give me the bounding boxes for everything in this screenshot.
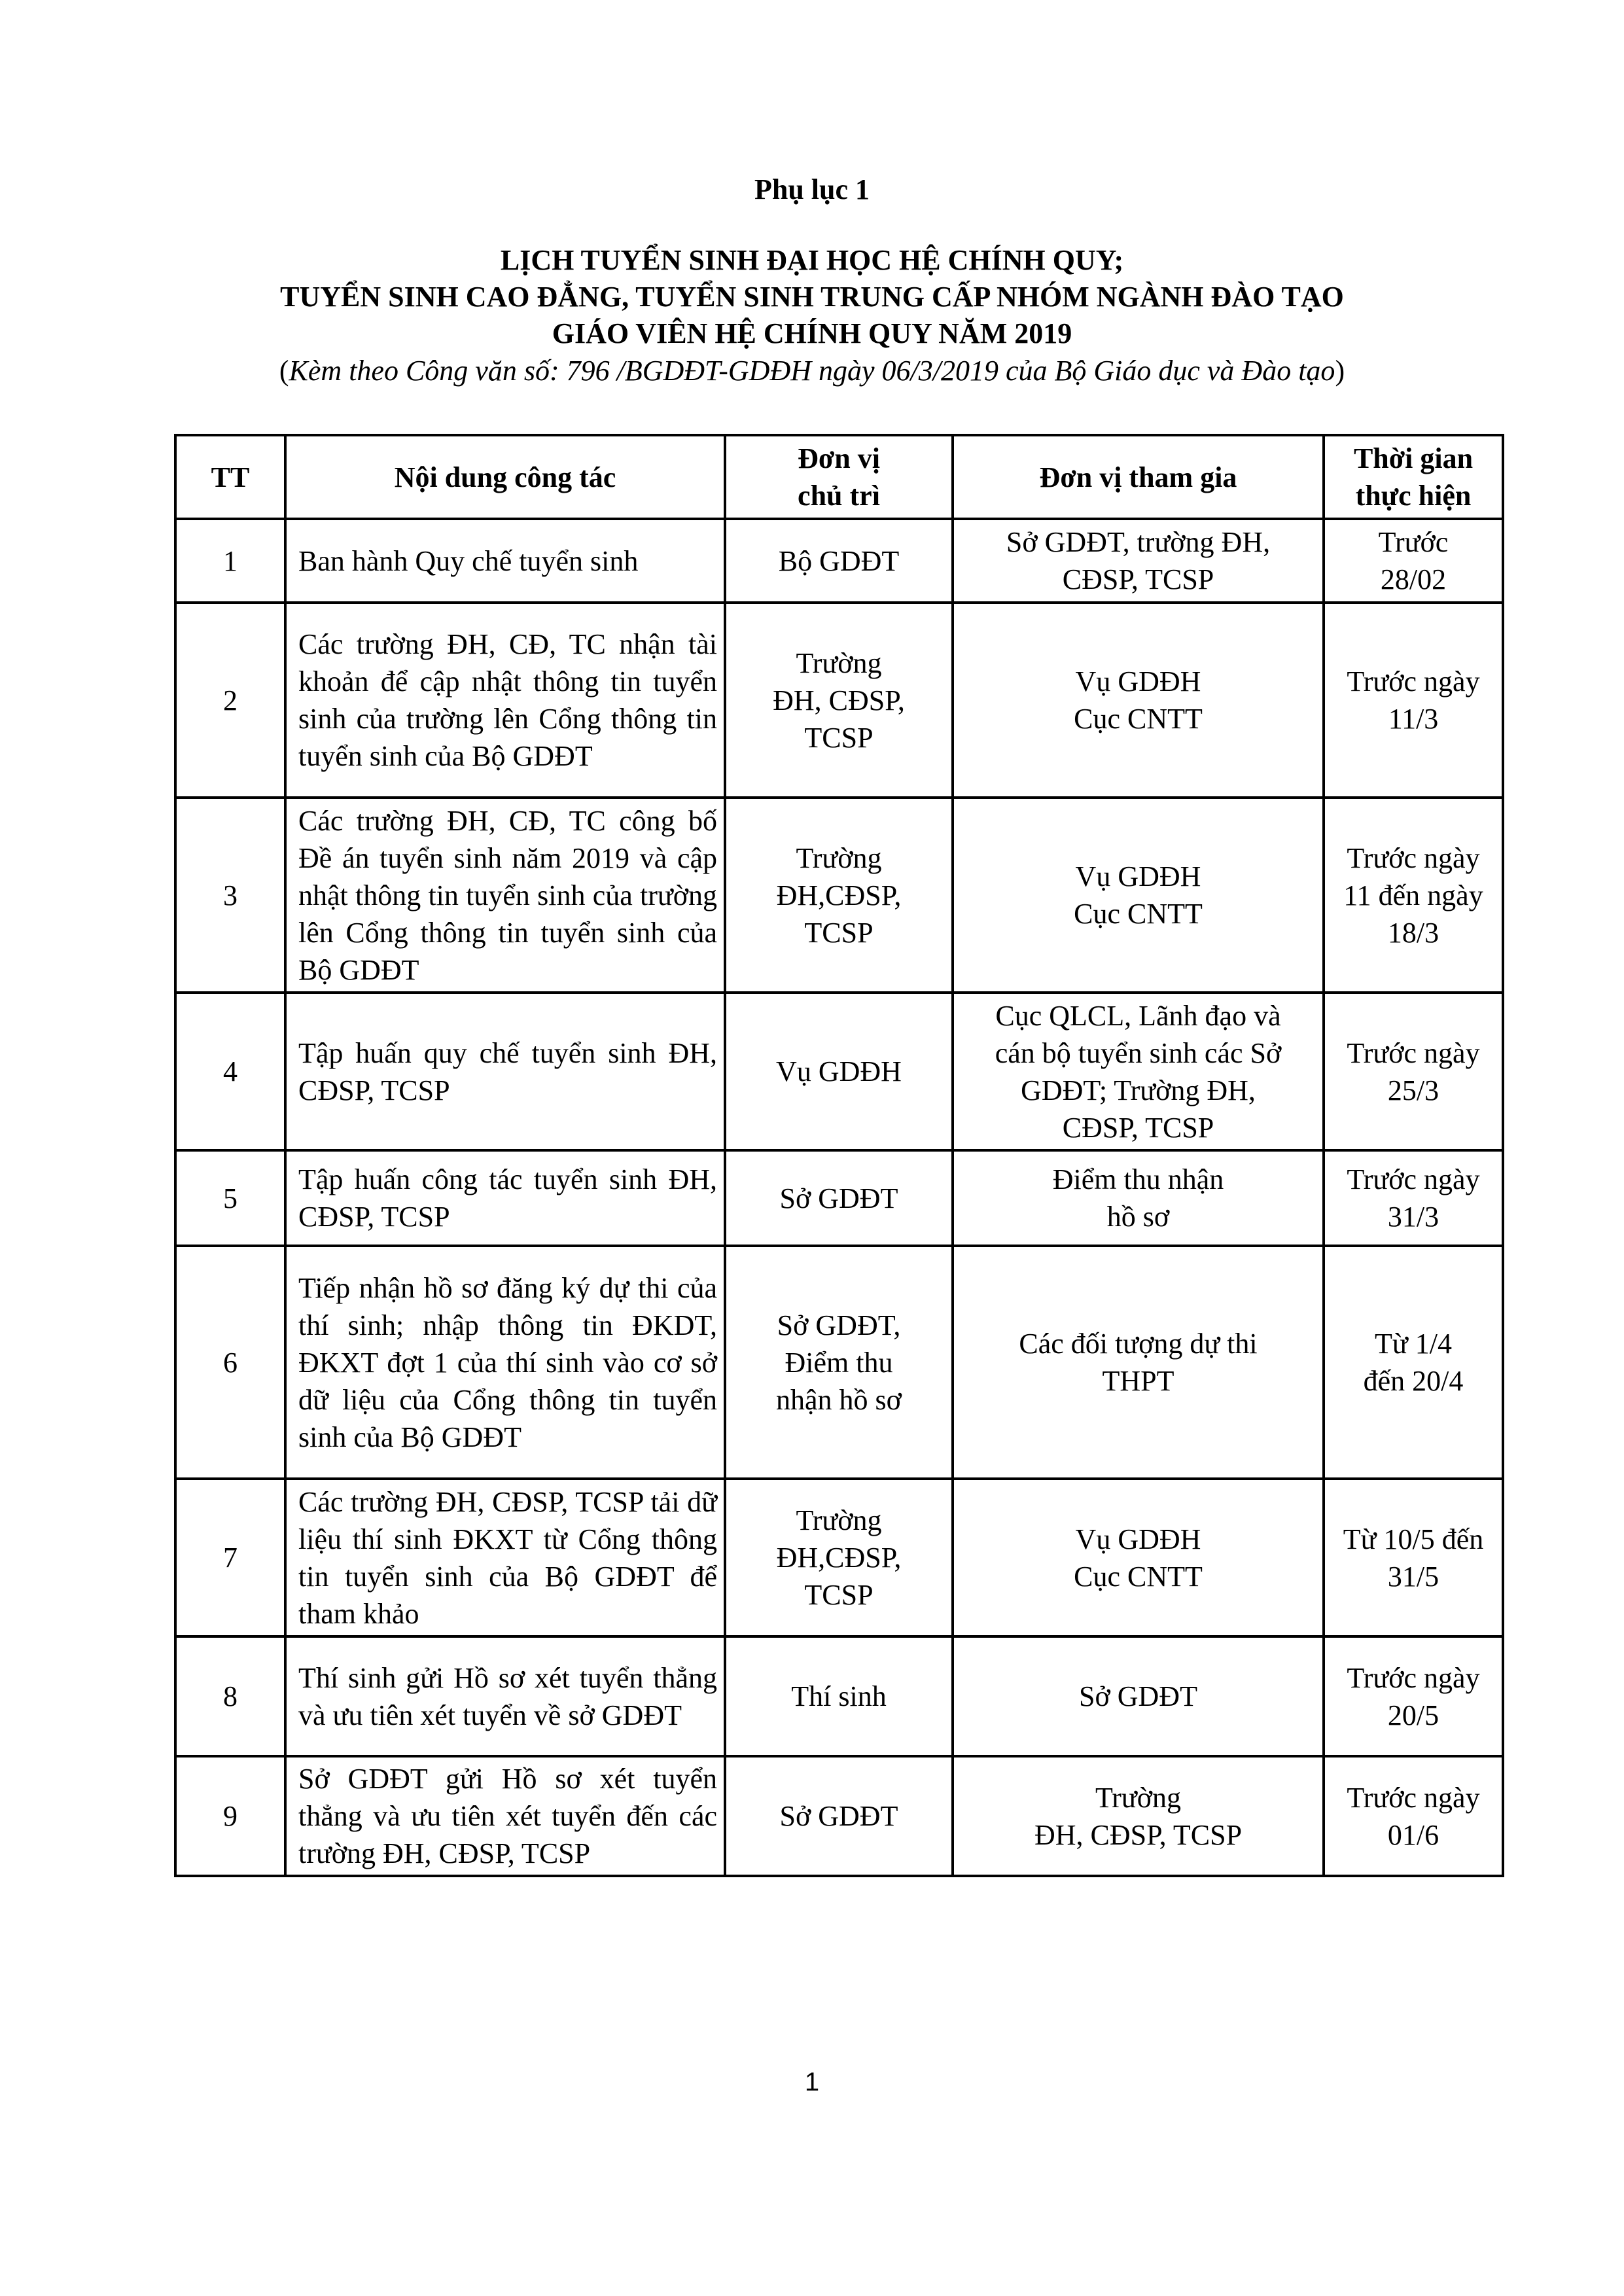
cell-host-line: ĐH, CĐSP, <box>773 684 905 716</box>
cell-participants <box>953 1636 1324 1756</box>
cell-content: Tập huấn công tác tuyển sinh ĐH, CĐSP, TCSP <box>285 1150 725 1246</box>
table-row <box>175 1246 1503 1479</box>
header-time <box>1324 435 1503 519</box>
appendix-title: Phụ lục 1 <box>754 173 870 205</box>
cell-time <box>1324 1636 1503 1756</box>
cell-content: Các trường ĐH, CĐ, TC công bố Đề án tuyển sinh năm 2019 và cập nhật thông tin tuyển sinh của trường lên Cổng thông tin tuyển sinh của Bộ GDĐT <box>285 798 725 993</box>
cell-host-line: ĐH,CĐSP, <box>776 879 902 911</box>
cell-time-line: Từ 10/5 đến <box>1343 1523 1484 1555</box>
cell-time <box>1324 519 1503 603</box>
header-time-line: thực hiện <box>1355 480 1472 512</box>
title-line-3: GIÁO VIÊN HỆ CHÍNH QUY NĂM 2019 <box>552 317 1072 349</box>
cell-participants-line: GDĐT; Trường ĐH, <box>1021 1074 1256 1106</box>
cell-time-line: Trước ngày <box>1347 841 1480 874</box>
cell-time-line: 25/3 <box>1387 1074 1439 1106</box>
cell-participants-line: CĐSP, TCSP <box>1062 563 1214 595</box>
cell-time-line: 18/3 <box>1387 916 1439 949</box>
cell-participants-line: cán bộ tuyển sinh các Sở <box>995 1036 1282 1069</box>
table-row <box>175 993 1503 1150</box>
cell-time-line: 20/5 <box>1387 1699 1439 1731</box>
cell-content: Ban hành Quy chế tuyển sinh <box>285 519 725 603</box>
cell-participants-line: ĐH, CĐSP, TCSP <box>1034 1818 1243 1851</box>
document-subtitle <box>0 352 1624 390</box>
cell-time-line: Trước ngày <box>1347 1036 1480 1069</box>
table-row <box>175 1636 1503 1756</box>
cell-time <box>1324 1246 1503 1479</box>
cell-participants <box>953 1479 1324 1636</box>
cell-participants-line: Cục CNTT <box>1074 1560 1203 1593</box>
cell-tt: 5 <box>175 1150 285 1246</box>
cell-time-line: 31/3 <box>1387 1201 1439 1233</box>
cell-time-line: Trước <box>1378 526 1449 558</box>
cell-participants-line: Trường <box>1095 1781 1182 1814</box>
cell-participants <box>953 519 1324 603</box>
title-line-1: LỊCH TUYỂN SINH ĐẠI HỌC HỆ CHÍNH QUY; <box>500 244 1124 276</box>
cell-time-line: Trước ngày <box>1347 665 1480 698</box>
cell-host <box>725 798 953 993</box>
cell-time-line: Trước ngày <box>1347 1781 1480 1814</box>
subtitle-open-paren: ( <box>279 355 289 387</box>
cell-content: Tiếp nhận hồ sơ đăng ký dự thi của thí sinh; nhập thông tin ĐKDT, ĐKXT đợt 1 của thí sinh vào cơ sở dữ liệu của Cổng thông tin tuyển sinh của Bộ GDĐT <box>285 1246 725 1479</box>
cell-participants-line: Vụ GDĐH <box>1075 860 1201 892</box>
cell-time-line: Từ 1/4 <box>1375 1328 1452 1360</box>
cell-host-line: Bộ GDĐT <box>778 544 900 577</box>
cell-participants-line: Cục CNTT <box>1074 703 1203 735</box>
header-participants: Đơn vị tham gia <box>953 435 1324 519</box>
cell-host <box>725 519 953 603</box>
cell-host-line: Sở GDĐT, <box>777 1309 901 1341</box>
cell-participants-line: Sở GDĐT <box>1079 1680 1197 1712</box>
table-row <box>175 519 1503 603</box>
cell-participants-line: CĐSP, TCSP <box>1062 1111 1214 1144</box>
cell-participants-line: Sở GDĐT, trường ĐH, <box>1006 526 1271 558</box>
cell-host <box>725 1636 953 1756</box>
table-row <box>175 1756 1503 1876</box>
cell-time-line: 31/5 <box>1387 1560 1439 1593</box>
cell-tt: 8 <box>175 1636 285 1756</box>
cell-host-line: Trường <box>796 1504 882 1536</box>
cell-time-line: 11/3 <box>1388 703 1439 735</box>
title-line-2: TUYỂN SINH CAO ĐẲNG, TUYỂN SINH TRUNG CẤP NHÓM NGÀNH ĐÀO TẠO <box>280 281 1344 313</box>
cell-time <box>1324 798 1503 993</box>
cell-time-line: 01/6 <box>1387 1818 1439 1851</box>
cell-host <box>725 1756 953 1876</box>
header-tt: TT <box>175 435 285 519</box>
cell-content: Các trường ĐH, CĐ, TC nhận tài khoản để cập nhật thông tin tuyển sinh của trường lên Cổng thông tin tuyển sinh của Bộ GDĐT <box>285 603 725 798</box>
cell-tt: 4 <box>175 993 285 1150</box>
cell-host <box>725 1479 953 1636</box>
cell-participants-line: Cục QLCL, Lãnh đạo và <box>995 999 1281 1032</box>
table-row <box>175 603 1503 798</box>
cell-host-line: Thí sinh <box>791 1680 887 1712</box>
cell-time <box>1324 1479 1503 1636</box>
cell-tt: 6 <box>175 1246 285 1479</box>
cell-time <box>1324 603 1503 798</box>
header-time-line: Thời gian <box>1353 442 1474 474</box>
cell-host-line: TCSP <box>804 916 874 949</box>
cell-host <box>725 603 953 798</box>
cell-time-line: 28/02 <box>1380 563 1447 595</box>
cell-participants-line: hồ sơ <box>1106 1201 1170 1233</box>
cell-host-line: Điểm thu <box>785 1346 893 1379</box>
cell-host <box>725 993 953 1150</box>
cell-host <box>725 1150 953 1246</box>
cell-participants-line: Điểm thu nhận <box>1052 1163 1224 1195</box>
subtitle-close-paren: ) <box>1335 355 1345 387</box>
cell-participants-line: THPT <box>1102 1365 1174 1397</box>
cell-participants-line: Vụ GDĐH <box>1075 1523 1201 1555</box>
cell-host <box>725 1246 953 1479</box>
cell-participants <box>953 798 1324 993</box>
header-host <box>725 435 953 519</box>
cell-participants <box>953 993 1324 1150</box>
cell-host-line: Trường <box>796 646 882 679</box>
header-content: Nội dung công tác <box>285 435 725 519</box>
cell-participants-line: Vụ GDĐH <box>1075 665 1201 698</box>
cell-time <box>1324 1756 1503 1876</box>
cell-time <box>1324 1150 1503 1246</box>
cell-host-line: Trường <box>796 841 882 874</box>
cell-host-line: ĐH,CĐSP, <box>776 1542 902 1574</box>
cell-tt: 2 <box>175 603 285 798</box>
cell-host-line: Sở GDĐT <box>779 1182 898 1214</box>
cell-time <box>1324 993 1503 1150</box>
header-host-line: chủ trì <box>798 480 880 512</box>
table-row <box>175 798 1503 993</box>
cell-participants <box>953 1246 1324 1479</box>
cell-time-line: 11 đến ngày <box>1343 879 1483 911</box>
cell-host-line: TCSP <box>804 721 874 754</box>
cell-time-line: Trước ngày <box>1347 1661 1480 1694</box>
cell-participants <box>953 603 1324 798</box>
page-number: 1 <box>804 2068 820 2096</box>
cell-participants-line: Cục CNTT <box>1074 898 1203 930</box>
table-body <box>175 519 1503 1876</box>
schedule-table <box>174 434 1504 1877</box>
table-header-row <box>175 435 1503 519</box>
cell-time-line: đến 20/4 <box>1363 1365 1464 1397</box>
cell-tt: 3 <box>175 798 285 993</box>
cell-host-line: nhận hồ sơ <box>776 1383 902 1416</box>
cell-participants <box>953 1150 1324 1246</box>
document-title <box>0 242 1624 390</box>
cell-time-line: Trước ngày <box>1347 1163 1480 1195</box>
cell-participants-line: Các đối tượng dự thi <box>1019 1328 1258 1360</box>
cell-host-line: Vụ GDĐH <box>776 1055 902 1087</box>
cell-content: Tập huấn quy chế tuyển sinh ĐH, CĐSP, TCSP <box>285 993 725 1150</box>
cell-participants <box>953 1756 1324 1876</box>
table-row <box>175 1150 1503 1246</box>
header-host-line: Đơn vị <box>798 442 880 474</box>
cell-tt: 1 <box>175 519 285 603</box>
cell-content: Thí sinh gửi Hồ sơ xét tuyển thẳng và ưu tiên xét tuyển về sở GDĐT <box>285 1636 725 1756</box>
table-row <box>175 1479 1503 1636</box>
cell-host-line: Sở GDĐT <box>779 1800 898 1832</box>
subtitle-text: Kèm theo Công văn số: 796 /BGDĐT-GDĐH ngày 06/3/2019 của Bộ Giáo dục và Đào tạo <box>289 355 1335 387</box>
cell-tt: 9 <box>175 1756 285 1876</box>
cell-tt: 7 <box>175 1479 285 1636</box>
cell-content: Các trường ĐH, CĐSP, TCSP tải dữ liệu thí sinh ĐKXT từ Cổng thông tin tuyển sinh của Bộ GDĐT để tham khảo <box>285 1479 725 1636</box>
cell-content: Sở GDĐT gửi Hồ sơ xét tuyển thẳng và ưu tiên xét tuyển đến các trường ĐH, CĐSP, TCSP <box>285 1756 725 1876</box>
cell-host-line: TCSP <box>804 1579 874 1611</box>
